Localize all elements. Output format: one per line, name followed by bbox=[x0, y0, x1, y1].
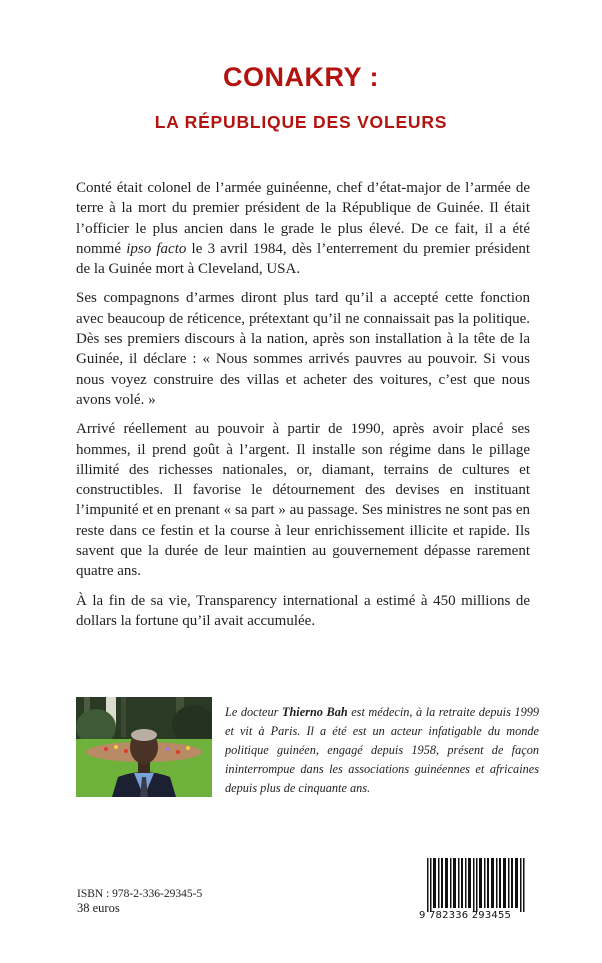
book-title: CONAKRY : bbox=[222, 62, 379, 92]
summary-paragraph-1 bbox=[76, 178, 530, 279]
author-bio bbox=[225, 703, 539, 798]
summary-p1-text-a: Conté était colonel de l’armée guinéenne, chef d’état-major de l’armée de terre à la mort du premier président de la République de Guinée. Il était l’officier le plus ancien dans le grade le plus élevé. De ce fait, il a été nommé bbox=[76, 180, 530, 257]
book-subtitle: LA RÉPUBLIQUE DES VOLEURS bbox=[154, 112, 448, 132]
summary-text bbox=[76, 178, 530, 640]
summary-paragraph-4: À la fin de sa vie, Transparency international a estimé à 450 millions de dollars la fortune qu’il avait accumulée. bbox=[76, 592, 530, 629]
summary-paragraph-3: Arrivé réellement au pouvoir à partir de 1990, après avoir placé ses hommes, il prend goût à l’argent. Il installe son régime dans le pillage illimité des richesses nationales, or, diamant, terrains de cultures et constructibles. Il favorise le détournement des devises en instituant l’impunité et en prenant « sa part » au passage. Ses ministres ne sont pas en reste dans ce festin et la course à leur enrichissement illicite et rapide. Ils savent que la durée de leur maintien au gouvernement dépasse rarement quatre ans. bbox=[76, 421, 530, 580]
summary-p1-italic: ipso facto bbox=[126, 240, 187, 257]
author-name: Thierno Bah bbox=[281, 705, 348, 719]
isbn-text: ISBN : 978-2-336-29345-5 bbox=[77, 888, 203, 900]
price-text: 38 euros bbox=[77, 901, 120, 915]
bio-text-a: Le docteur bbox=[225, 705, 282, 719]
author-photo bbox=[76, 697, 212, 797]
summary-p1-text-b: le 3 avril 1984, dès l’enterrement du premier président de la Guinée mort à Cleveland, USA. bbox=[76, 240, 531, 278]
barcode-digits: 9 782336 293455 bbox=[419, 910, 512, 921]
barcode-bars-icon bbox=[419, 858, 535, 912]
bio-text-b: est médecin, à la retraite depuis 1999 et vit à Paris. Il a été est un acteur infatigable du monde politique guinéen, engagé depuis 1958, présent de façon ininterrompue dans les associations guinéennes et africaines depuis plus de cinquante ans. bbox=[225, 705, 540, 795]
author-photo-image bbox=[76, 697, 212, 797]
summary-paragraph-2: Ses compagnons d’armes diront plus tard qu’il a accepté cette fonction avec beaucoup de réticence, prétextant qu’il ne connaissait pas la politique. Dès ses premiers discours à la nation, après son installation à la tête de la Guinée, il déclare : « Nous sommes arrivés pauvres au pouvoir. Si vous nous voyez construire des villas et acheter des voitures, c’est que nous avons volé. » bbox=[76, 290, 530, 408]
